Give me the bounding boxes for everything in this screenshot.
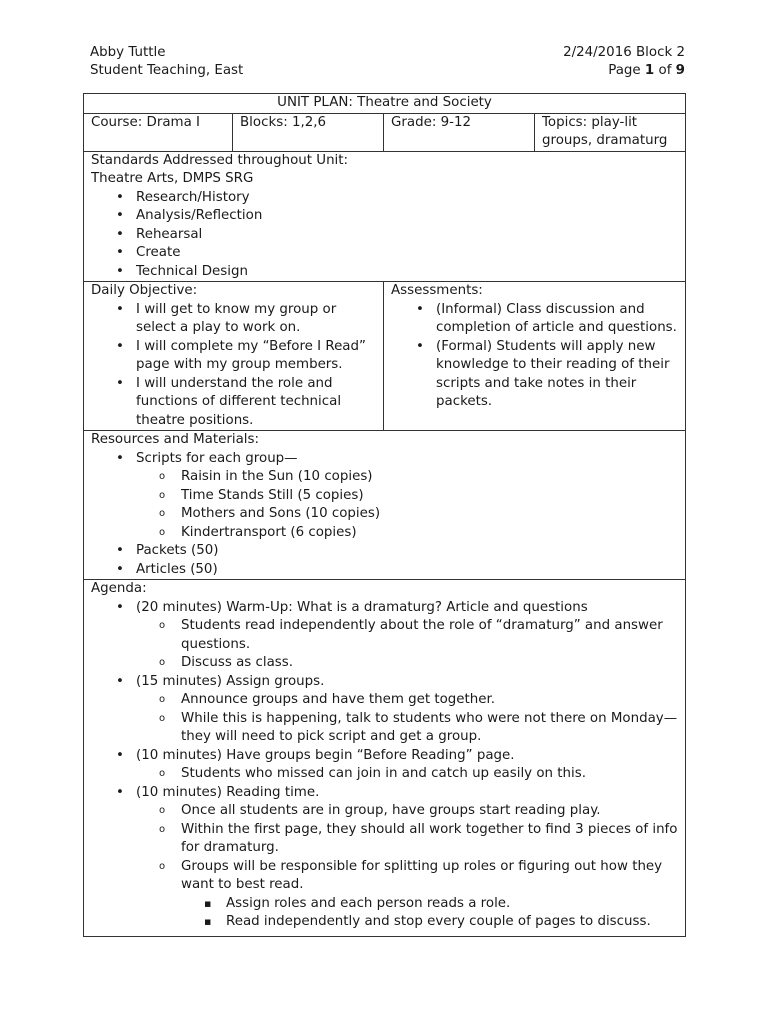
placement: Student Teaching, East xyxy=(90,63,244,78)
list-item: o Once all students are in group, have groups start reading play. xyxy=(181,802,678,821)
list-item: • Research/History xyxy=(136,189,678,208)
list-item: • (Informal) Class discussion and completion of article and questions. xyxy=(436,301,678,338)
list-item: • Technical Design xyxy=(136,263,678,282)
standards-section xyxy=(84,151,686,282)
list-item: o Kindertransport (6 copies) xyxy=(181,524,678,543)
grade-cell: Grade: 9-12 xyxy=(384,113,535,151)
list-item: • I will complete my “Before I Read” page with my group members. xyxy=(136,338,376,375)
objectives-heading: Daily Objective: xyxy=(91,283,198,298)
list-item: • Articles (50) xyxy=(136,561,678,580)
list-item: • (15 minutes) Assign groups. o Announce groups and have them get together. o While this is happening, talk to students who were not there on Monday—they will need to pick script and get a group. xyxy=(136,673,678,747)
list-item: • Create xyxy=(136,244,678,263)
resources-section xyxy=(84,431,686,580)
page-number: 1 xyxy=(644,63,655,78)
agenda-heading: Agenda: xyxy=(91,581,147,596)
list-item: • I will get to know my group or select a play to work on. xyxy=(136,301,376,338)
list-item: o Within the first page, they should all work together to find 3 pieces of info for dramaturg. xyxy=(181,821,678,858)
document-header-left xyxy=(90,44,243,80)
assessments-heading: Assessments: xyxy=(391,283,483,298)
blocks-cell: Blocks: 1,2,6 xyxy=(233,113,384,151)
list-item: o Groups will be responsible for splitting up roles or figuring out how they want to best read. ▪ Assign roles and each person reads a role. ▪ Read independently and stop every couple of pages to discuss. xyxy=(181,858,678,932)
list-item: • Scripts for each group— o Raisin in the Sun (10 copies) o Time Stands Still (5 copies) o Mothers and Sons (10 copies) o Kindertransport (6 copies) xyxy=(136,450,678,543)
author-name: Abby Tuttle xyxy=(90,45,166,60)
list-item: • (10 minutes) Reading time. o Once all students are in group, have groups start reading play. o Within the first page, they should all work together to find 3 pieces of info for dramaturg. o Groups will be responsible for splitting up roles or figuring out how they want to best read. ▪ Assign roles and each person reads a role. ▪ Read independently and stop every couple of pages to discuss. xyxy=(136,784,678,932)
objectives-section xyxy=(84,282,384,431)
list-item: • Rehearsal xyxy=(136,226,678,245)
unit-plan-table xyxy=(83,93,686,937)
list-item: • (20 minutes) Warm-Up: What is a dramaturg? Article and questions o Students read independently about the role of “dramaturg” and answer questions. o Discuss as class. xyxy=(136,599,678,673)
list-item: • (Formal) Students will apply new knowledge to their reading of their scripts and take notes in their packets. xyxy=(436,338,678,412)
resources-heading: Resources and Materials: xyxy=(91,432,259,447)
assessments-section xyxy=(384,282,686,431)
list-item: • (10 minutes) Have groups begin “Before Reading” page. o Students who missed can join in and catch up easily on this. xyxy=(136,747,678,784)
document-header-right xyxy=(563,44,685,80)
list-item: o Announce groups and have them get together. xyxy=(181,691,678,710)
list-item: o Discuss as class. xyxy=(181,654,678,673)
standards-heading: Standards Addressed throughout Unit: xyxy=(91,152,349,168)
list-item: ▪ Read independently and stop every couple of pages to discuss. xyxy=(226,913,678,932)
list-item: o Students read independently about the role of “dramaturg” and answer questions. xyxy=(181,617,678,654)
topics-cell: Topics: play-lit groups, dramaturg xyxy=(535,113,686,151)
unit-plan-title: UNIT PLAN: Theatre and Society xyxy=(84,94,686,114)
list-item: ▪ Assign roles and each person reads a role. xyxy=(226,895,678,914)
page-indicator: Page 1 of 9 xyxy=(608,63,685,78)
course-cell: Course: Drama I xyxy=(84,113,233,151)
standards-subheading: Theatre Arts, DMPS SRG xyxy=(91,171,254,186)
list-item: • Analysis/Reflection xyxy=(136,207,678,226)
list-item: • Packets (50) xyxy=(136,542,678,561)
page-total: 9 xyxy=(675,63,685,78)
list-item: o Raisin in the Sun (10 copies) xyxy=(181,468,678,487)
list-item: o While this is happening, talk to students who were not there on Monday—they will need to pick script and get a group. xyxy=(181,710,678,747)
list-item: o Students who missed can join in and catch up easily on this. xyxy=(181,765,678,784)
list-item: o Time Stands Still (5 copies) xyxy=(181,487,678,506)
date-block: 2/24/2016 Block 2 xyxy=(563,45,685,60)
list-item: • I will understand the role and functions of different technical theatre positions. xyxy=(136,375,376,431)
agenda-section xyxy=(84,580,686,937)
list-item: o Mothers and Sons (10 copies) xyxy=(181,505,678,524)
